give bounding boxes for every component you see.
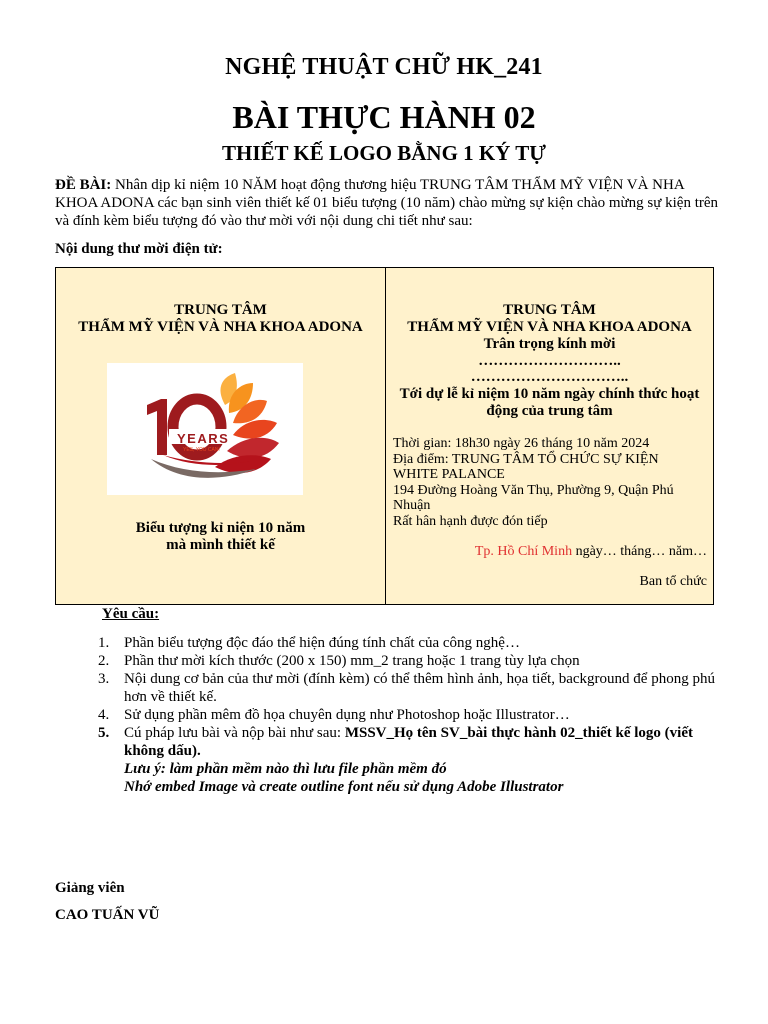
file-naming-syntax: MSSV_Họ tên SV_bài thực hành 02_thiết kế logo (viết không dấu).: [124, 725, 693, 759]
course-title: NGHỆ THUẬT CHỮ HK_241: [225, 54, 543, 80]
left-org-line2: THẨM MỸ VIỆN VÀ NHA KHOA ADONA: [78, 319, 363, 335]
task-text: Nhân dịp kỉ niệm 10 NĂM hoạt động thương hiệu TRUNG TÂM THẨM MỸ VIỆN VÀ NHA KHOA ADONA các bạn sinh viên thiết kế 01 biểu tượng (10 năm) chào mừng sự kiện chào mừng sự kiện trên và đính kèm biểu tượng đó vào thư mời với nội dung chi tiết như sau:: [55, 177, 719, 229]
list-item-text: Phần thư mời kích thước (200 x 150) mm_2 trang hoặc 1 trang tùy lựa chọn: [124, 653, 580, 669]
list-item-text: Phần biểu tượng độc đáo thể hiện đúng tính chất của công nghệ…: [124, 635, 520, 651]
list-item-text: Nội dung cơ bản của thư mời (đính kèm) có thể thêm hình ảnh, họa tiết, background để phong phú hơn về thiết kế.: [124, 671, 715, 705]
list-item-text: Cú pháp lưu bài và nộp bài như sau:: [124, 725, 345, 741]
list-item: [98, 724, 718, 796]
logo-petal-5: [227, 438, 279, 458]
left-caption-line2: mà mình thiết kế: [166, 537, 275, 553]
list-item: [98, 670, 718, 706]
list-item: [98, 706, 718, 724]
requirements-list: [98, 634, 718, 796]
list-item: [98, 652, 718, 670]
logo-word: YEARS: [177, 431, 230, 446]
invitation-card: [55, 267, 714, 605]
list-item-number: 4.: [98, 707, 110, 723]
city-name: Tp. Hồ Chí Minh: [474, 544, 573, 559]
invitation-label: Nội dung thư mời điện tử:: [55, 241, 223, 257]
task-description: [55, 176, 720, 230]
guest-name-blank: ………………………..: [478, 353, 621, 369]
right-org-line2: THẨM MỸ VIỆN VÀ NHA KHOA ADONA: [407, 319, 692, 335]
anniversary-logo: [107, 363, 303, 495]
list-item-number: 3.: [98, 671, 110, 687]
date-blank: ngày… tháng… năm…: [572, 544, 707, 559]
event-info: [393, 436, 698, 529]
event-address: 194 Đường Hoàng Văn Thụ, Phường 9, Quận Phú Nhuận: [393, 482, 674, 513]
signature-name: CAO TUẤN VŨ: [55, 907, 160, 923]
note-line1: Lưu ý: làm phần mềm nào thì lưu file phần mềm đó: [124, 761, 447, 777]
card-right-panel: [386, 268, 713, 604]
logo-digit-one: [147, 399, 167, 455]
guest-title-blank: …………………………..: [470, 369, 629, 385]
event-date-line: [475, 544, 707, 560]
right-org-line1: TRUNG TÂM: [503, 302, 596, 318]
requirements-label: Yêu cầu:: [102, 606, 160, 622]
task-label: ĐỀ BÀI:: [55, 177, 112, 193]
event-closing: Rất hân hạnh được đón tiếp: [393, 513, 548, 529]
list-item-number: 5.: [98, 725, 110, 741]
event-time: Thời gian: 18h30 ngày 26 tháng 10 năm 2024: [393, 436, 650, 451]
left-caption-line1: Biểu tượng kỉ niện 10 năm: [135, 520, 306, 536]
logo-tagline: YES, YOU CAN!: [183, 447, 220, 453]
list-item-text: Sử dụng phần mêm đồ họa chuyên dụng như Photoshop hoặc Illustrator…: [124, 707, 570, 723]
anniversary-logo-graphic: [107, 363, 303, 495]
note-line2: Nhớ embed Image và create outline font nếu sử dụng Adobe Illustrator: [124, 779, 564, 795]
list-item: [98, 634, 718, 652]
invite-text: Tới dự lễ kỉ niệm 10 năm ngày chính thức hoạt động của trung tâm: [399, 386, 700, 419]
signature-title: Giảng viên: [55, 880, 125, 896]
organizer-signature: Ban tổ chức: [639, 574, 707, 589]
left-org-line1: TRUNG TÂM: [174, 302, 267, 318]
list-item-number: 2.: [98, 653, 110, 669]
greeting: Trân trọng kính mời: [483, 336, 616, 352]
list-item-number: 1.: [98, 635, 110, 651]
assignment-subtitle: THIẾT KẾ LOGO BẰNG 1 KÝ TỰ: [221, 141, 546, 165]
event-place: Địa điểm: TRUNG TÂM TỔ CHỨC SỰ KIỆN WHITE PALANCE: [393, 451, 659, 482]
card-left-panel: [56, 268, 385, 604]
lab-title: BÀI THỰC HÀNH 02: [232, 99, 536, 135]
